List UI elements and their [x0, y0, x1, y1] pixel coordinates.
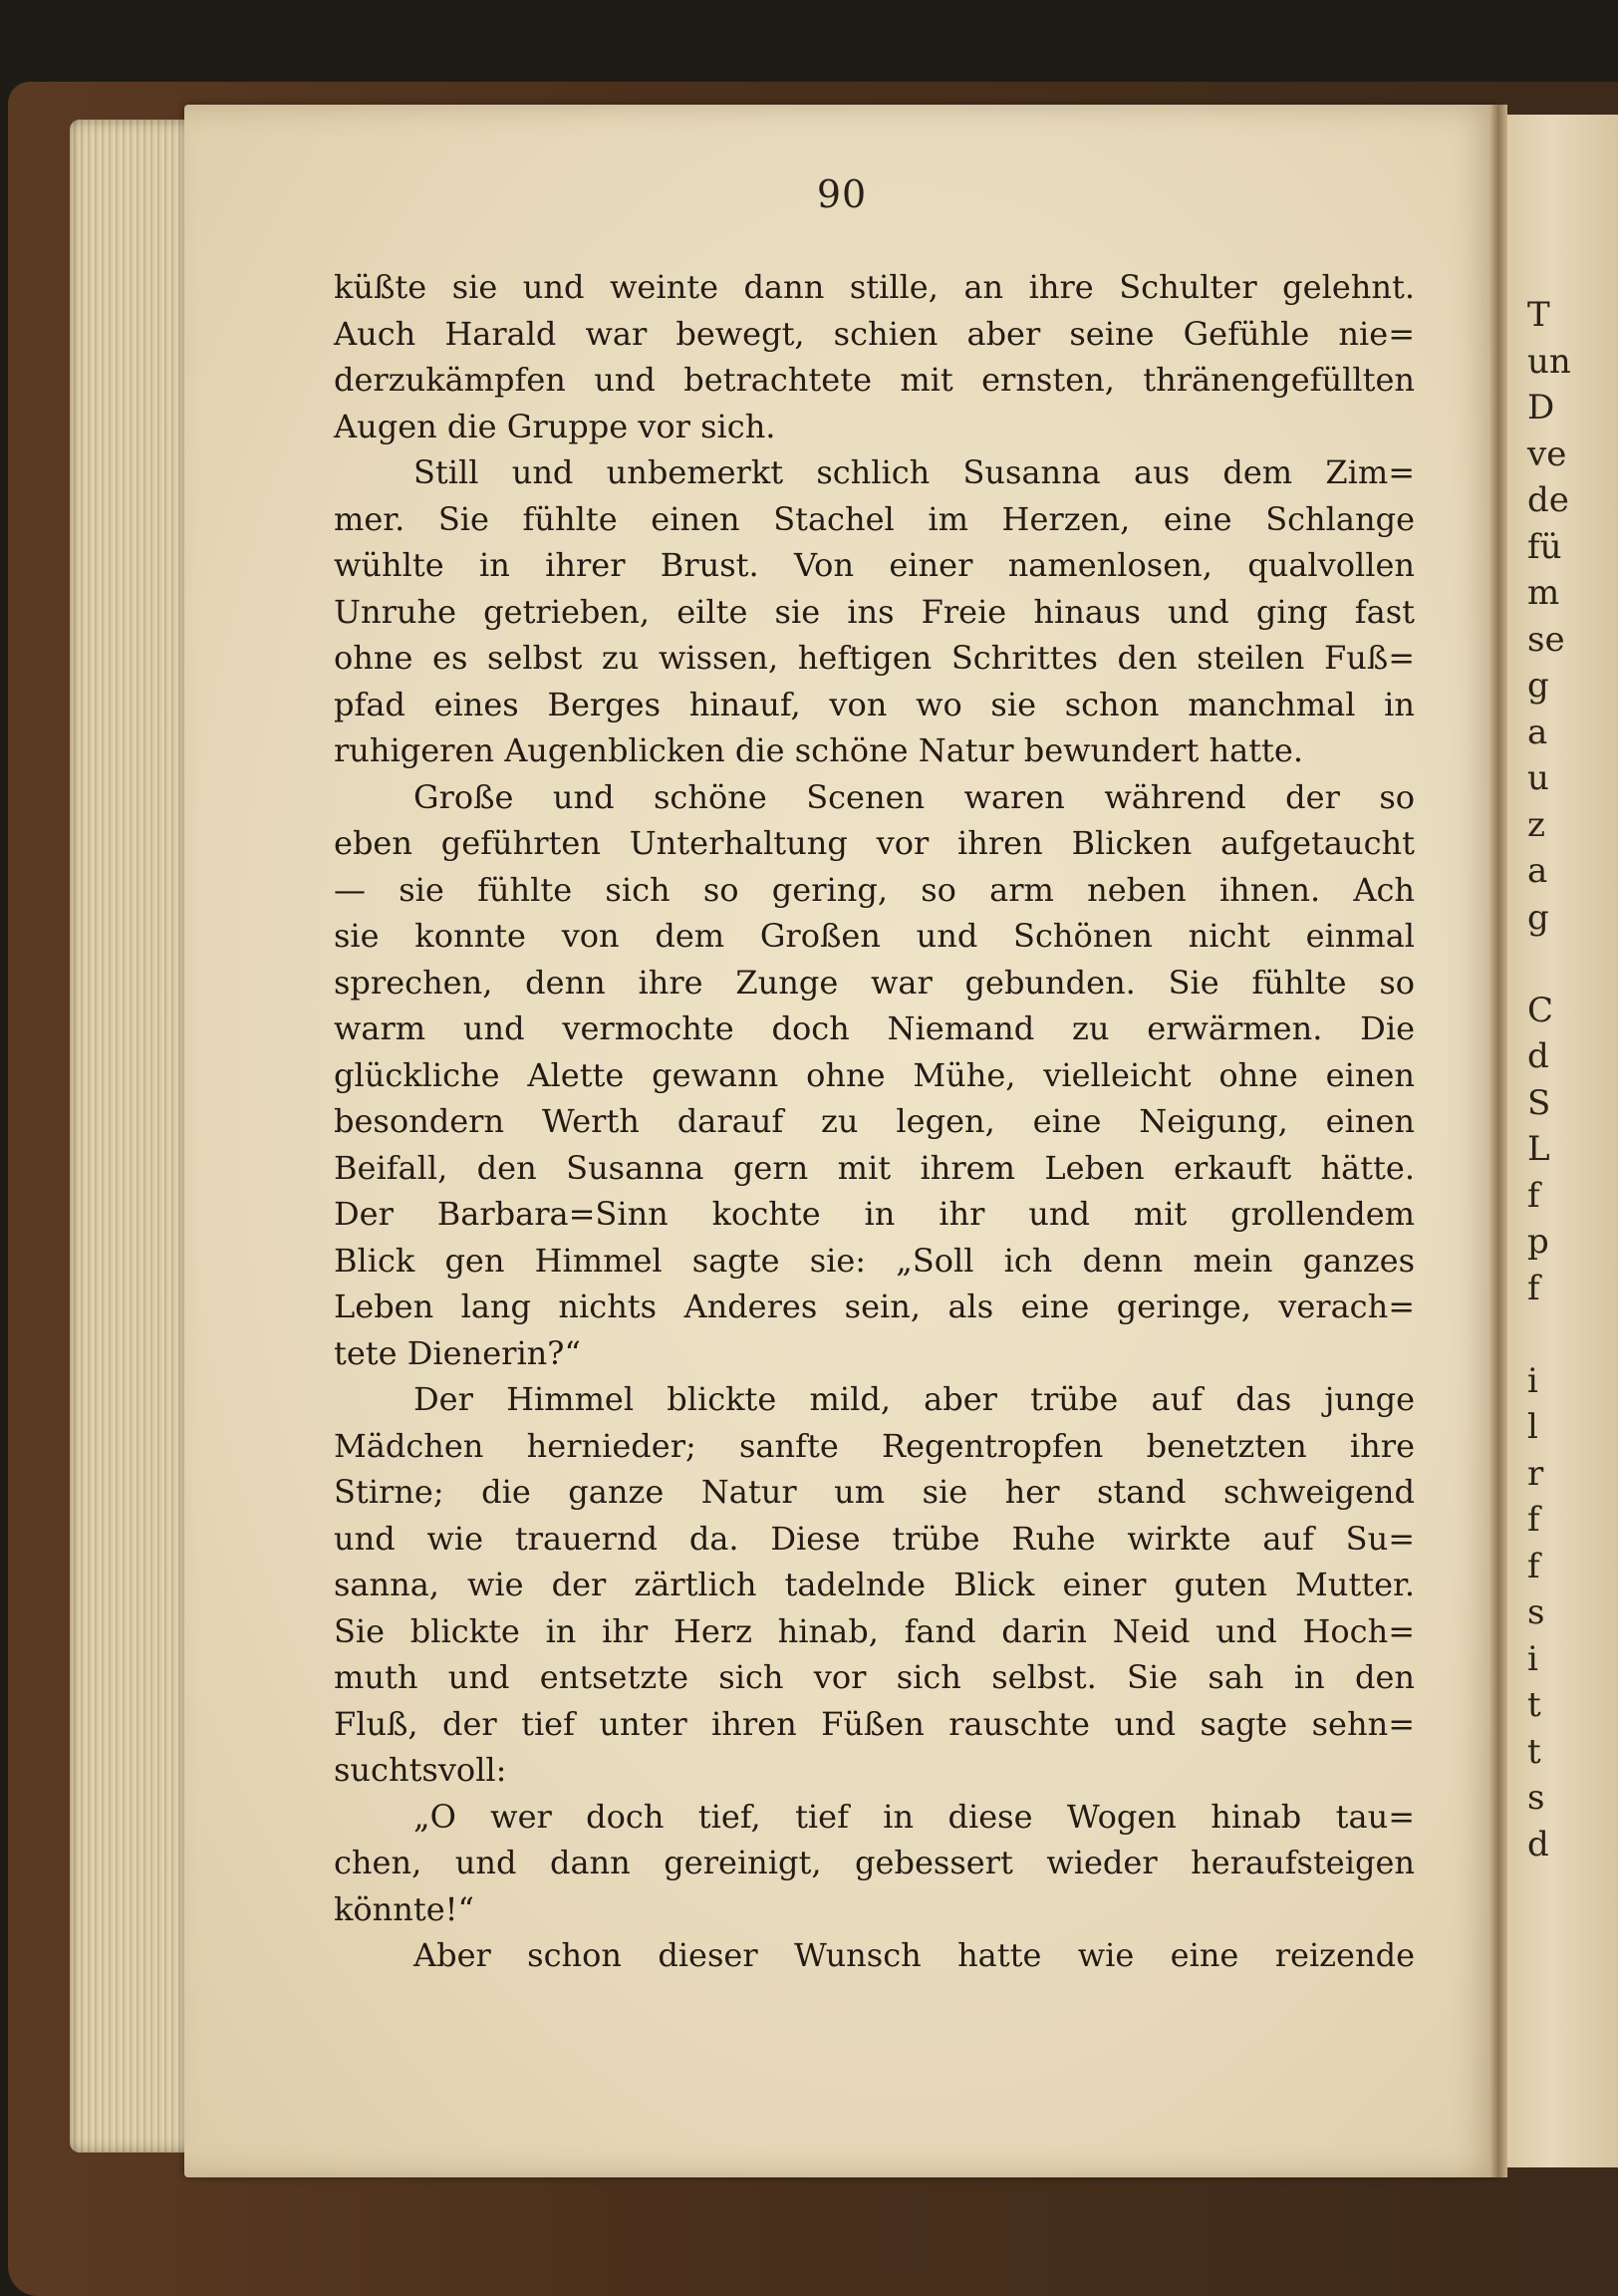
text-line: Mädchen hernieder; sanfte Regentropfen benetzten ihre [334, 1426, 1415, 1465]
text-line: eben geführten Unterhaltung vor ihren Blicken aufgetaucht [334, 824, 1415, 862]
text-line: pfad eines Berges hinauf, von wo sie schon manchmal in [334, 685, 1415, 723]
fragment-letter: s [1527, 1778, 1545, 1818]
fragment-letter: T [1527, 295, 1550, 335]
fragment-letter: L [1527, 1129, 1550, 1169]
fragment-letter: f [1527, 1268, 1540, 1308]
text-line: sprechen, denn ihre Zunge war gebunden. Sie fühlte so [334, 963, 1415, 1002]
text-line: ruhigeren Augenblicken die schöne Natur bewundert hatte. [334, 731, 1303, 769]
right-page-fragments [1527, 292, 1617, 1867]
body-text [334, 264, 1415, 1979]
text-line: Still und unbemerkt schlich Susanna aus dem Zim= [413, 453, 1415, 491]
fragment-letter: m [1527, 573, 1560, 613]
fragment-letter: f [1527, 1175, 1540, 1216]
right-page-edge [1507, 115, 1618, 2167]
text-line: Augen die Gruppe vor sich. [334, 407, 776, 445]
fragment-letter: C [1527, 990, 1554, 1030]
fragment-letter: s [1527, 1592, 1545, 1632]
text-line: Der Barbara=Sinn kochte in ihr und mit grollendem [334, 1195, 1415, 1233]
fragment-letter: fü [1527, 526, 1562, 567]
fragment-letter [1527, 1311, 1617, 1358]
text-line: besondern Werth darauf zu legen, eine Neigung, einen [334, 1102, 1415, 1140]
fragment-letter: S [1527, 1082, 1551, 1123]
text-line: Sie blickte in ihr Herz hinab, fand darin Neid und Hoch= [334, 1611, 1415, 1650]
text-line: mer. Sie fühlte einen Stachel im Herzen, eine Schlange [334, 499, 1415, 538]
text-line: Der Himmel blickte mild, aber trübe auf das junge [413, 1380, 1415, 1418]
fragment-letter: u [1527, 758, 1549, 798]
fragment-letter: t [1527, 1685, 1541, 1725]
page-number: 90 [816, 172, 868, 216]
text-line: glückliche Alette gewann ohne Mühe, vielleicht ohne einen [334, 1055, 1415, 1094]
text-line: tete Dienerin?“ [334, 1333, 581, 1372]
fragment-letter: p [1527, 1222, 1549, 1262]
fragment-letter: d [1527, 1824, 1549, 1865]
text-line: „O wer doch tief, tief in diese Wogen hinab tau= [413, 1797, 1415, 1836]
fragment-letter: un [1527, 341, 1571, 382]
text-line: Fluß, der tief unter ihren Füßen rauschte und sagte sehn= [334, 1704, 1415, 1743]
fragment-letter: a [1527, 851, 1548, 891]
fragment-letter: i [1527, 1360, 1538, 1401]
fragment-letter: g [1527, 897, 1549, 938]
text-line: Leben lang nichts Anderes sein, als eine geringe, verach= [334, 1288, 1415, 1325]
fragment-letter: l [1527, 1407, 1538, 1447]
text-line: ohne es selbst zu wissen, heftigen Schrittes den steilen Fuß= [334, 639, 1415, 677]
text-line: sanna, wie der zärtlich tadelnde Blick einer guten Mutter. [334, 1566, 1415, 1603]
page-edges [70, 120, 199, 2152]
fragment-letter: de [1527, 480, 1569, 520]
fragment-letter: d [1527, 1036, 1549, 1076]
text-line: — sie fühlte sich so gering, so arm neben ihnen. Ach [334, 870, 1415, 909]
fragment-letter [1527, 941, 1617, 988]
text-line: Unruhe getrieben, eilte sie ins Freie hinaus und ging fast [334, 592, 1415, 631]
text-line: und wie trauernd da. Diese trübe Ruhe wirkte auf Su= [334, 1519, 1415, 1558]
text-line: wühlte in ihrer Brust. Von einer namenlosen, qualvollen [334, 546, 1415, 584]
fragment-letter: i [1527, 1638, 1538, 1679]
text-line: muth und entsetzte sich vor sich selbst. Sie sah in den [334, 1658, 1415, 1696]
text-line: Aber schon dieser Wunsch hatte wie eine reizende [413, 1936, 1415, 1974]
left-page [184, 105, 1499, 2177]
fragment-letter: f [1527, 1500, 1540, 1540]
fragment-letter: t [1527, 1731, 1541, 1772]
fragment-letter: ve [1527, 433, 1567, 474]
text-line: warm und vermochte doch Niemand zu erwärmen. Die [334, 1009, 1415, 1047]
text-line: chen, und dann gereinigt, gebessert wieder heraufsteigen [334, 1844, 1415, 1881]
text-line: derzukämpfen und betrachtete mit ernsten, thränengefüllten [334, 361, 1415, 399]
fragment-letter: f [1527, 1546, 1540, 1586]
fragment-letter: z [1527, 804, 1545, 845]
text-line: Große und schöne Scenen waren während der so [413, 777, 1415, 816]
text-line: suchtsvoll: [334, 1751, 507, 1789]
fragment-letter: a [1527, 712, 1548, 752]
text-line: sie konnte von dem Großen und Schönen nicht einmal [334, 917, 1415, 955]
text-line: küßte sie und weinte dann stille, an ihre Schulter gelehnt. [334, 268, 1415, 306]
text-line: Blick gen Himmel sagte sie: „Soll ich denn mein ganzes [334, 1241, 1415, 1280]
fragment-letter: r [1527, 1453, 1544, 1494]
fragment-letter: g [1527, 666, 1549, 706]
book-gutter [1489, 105, 1507, 2177]
text-line: Beifall, den Susanna gern mit ihrem Leben erkauft hätte. [334, 1148, 1415, 1187]
text-line: Stirne; die ganze Natur um sie her stand schweigend [334, 1473, 1415, 1511]
text-line: könnte!“ [334, 1889, 474, 1928]
fragment-letter: se [1527, 619, 1565, 660]
text-line: Auch Harald war bewegt, schien aber seine Gefühle nie= [334, 314, 1415, 353]
fragment-letter: D [1527, 388, 1555, 428]
